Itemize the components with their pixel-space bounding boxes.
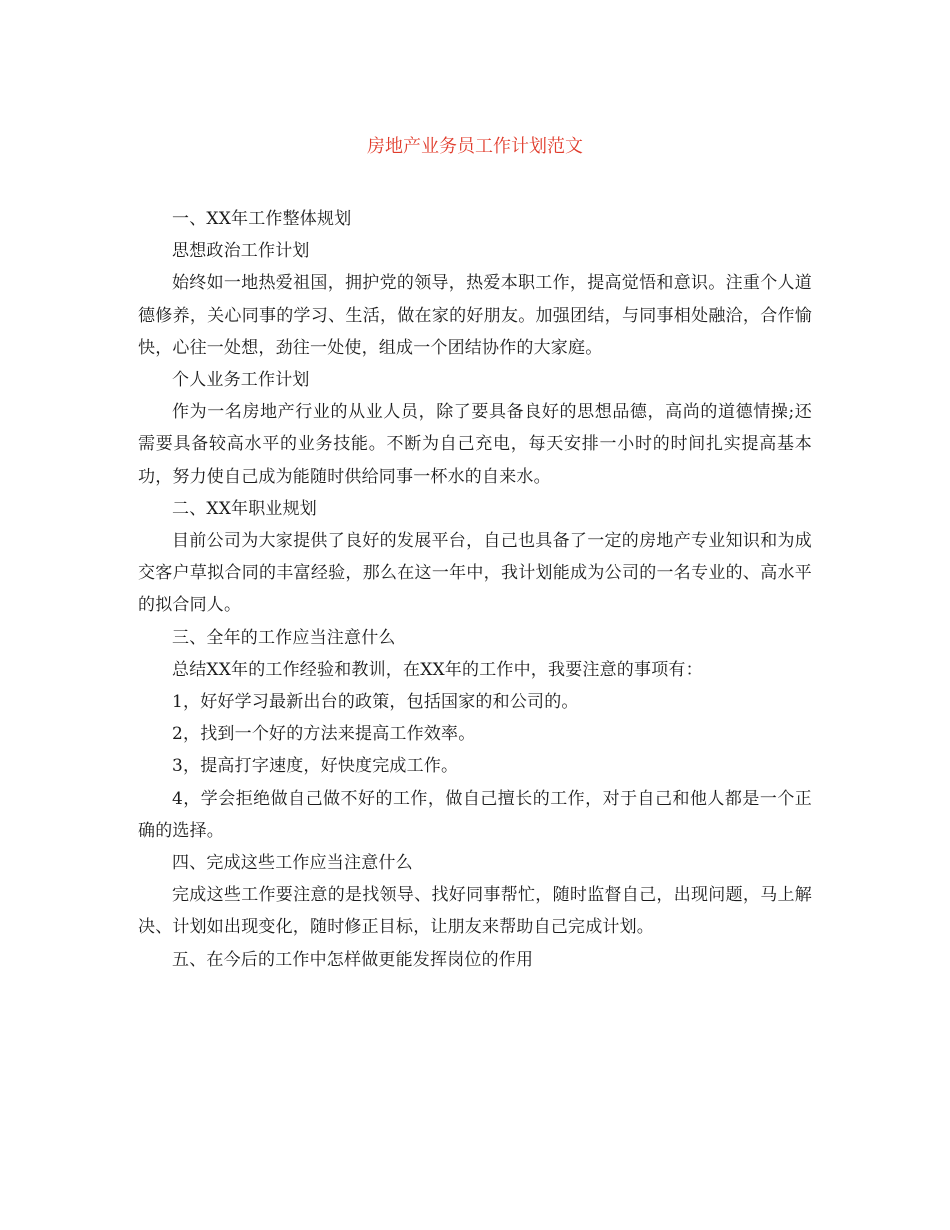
paragraph-personal-plan: 作为一名房地产行业的从业人员，除了要具备良好的思想品德，高尚的道德情操;还需要具备较高水平的业务技能。不断为自己充电，每天安排一小时的时间扎实提高基本功，努力使自己成为能随时供给同事一杯水的自来水。 (138, 402, 812, 487)
paragraph-lessons-intro: 总结XX年的工作经验和教训，在XX年的工作中，我要注意的事项有： (172, 659, 703, 680)
list-item-2: 2，找到一个好的方法来提高工作效率。 (172, 724, 476, 745)
list-item-1: 1，好好学习最新出台的政策，包括国家的和公司的。 (172, 692, 579, 713)
list-item-3: 3，提高打字速度，好快度完成工作。 (172, 756, 459, 777)
section-heading-5: 五、在今后的工作中怎样做更能发挥岗位的作用 (172, 949, 534, 970)
paragraph-career-plan: 目前公司为大家提供了良好的发展平台，自己也具备了一定的房地产专业知识和为成交客户草拟合同的丰富经验，那么在这一年中，我计划能成为公司的一名专业的、高水平的拟合同人。 (138, 531, 812, 616)
section-heading-1: 一、XX年工作整体规划 (172, 209, 352, 229)
list-item-4: 4，学会拒绝做自己做不好的工作，做自己擅长的工作，对于自己和他人都是一个正确的选择。 (138, 788, 812, 841)
subheading-personal-plan: 个人业务工作计划 (172, 370, 310, 391)
section-heading-2: 二、XX年职业规划 (172, 498, 318, 519)
section-heading-3: 三、全年的工作应当注意什么 (172, 627, 396, 648)
paragraph-political-plan: 始终如一地热爱祖国，拥护党的领导，热爱本职工作，提高觉悟和意识。注重个人道德修养，关心同事的学习、生活，做在家的好朋友。加强团结，与同事相处融洽，合作愉快，心往一处想，劲往一处使，组成一个团结协作的大家庭。 (138, 273, 812, 358)
document-title: 房地产业务员工作计划范文 (367, 136, 583, 157)
section-heading-4: 四、完成这些工作应当注意什么 (172, 853, 413, 874)
document-body (138, 203, 812, 976)
paragraph-completion-notes: 完成这些工作要注意的是找领导、找好同事帮忙，随时监督自己，出现问题，马上解决、计划如出现变化，随时修正目标，让朋友来帮助自己完成计划。 (138, 885, 812, 938)
subheading-political-plan: 思想政治工作计划 (172, 241, 310, 262)
